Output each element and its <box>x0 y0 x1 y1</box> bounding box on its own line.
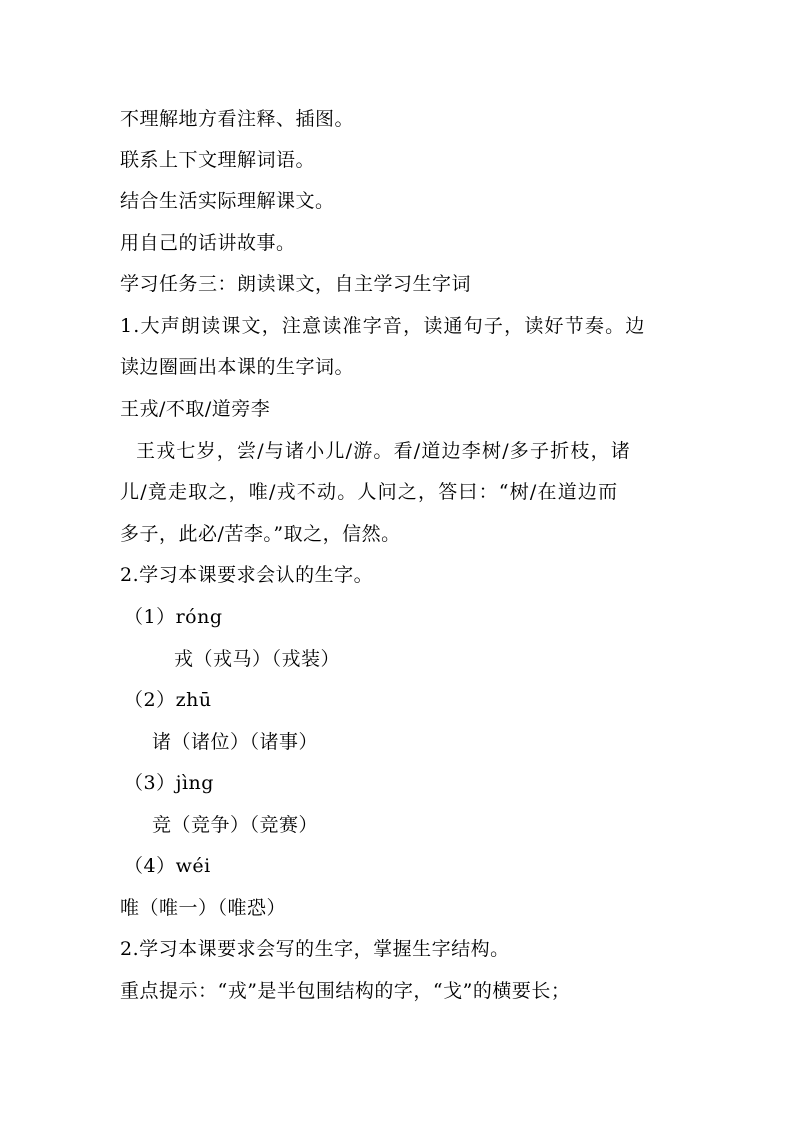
pinyin-item: （4）wéi <box>124 855 211 877</box>
character-words: 诸（诸位）（诸事） <box>152 731 319 753</box>
text-line: 重点提示：“戎”是半包围结构的字，“戈”的横要长； <box>120 980 571 1002</box>
character-words: 竞（竞争）（竞赛） <box>152 814 319 836</box>
text-line: 读边圈画出本课的生字词。 <box>120 356 355 378</box>
text-line: 结合生活实际理解课文。 <box>120 190 335 212</box>
poem-title: 王戎/不取/道旁李 <box>120 398 271 420</box>
text-line: 王戎七岁，尝/与诸小儿/游。看/道边李树/多子折枝，诸 <box>136 440 632 462</box>
character-words: 唯（唯一）（唯恐） <box>120 897 287 919</box>
pinyin-item: （3）jìng <box>124 772 214 794</box>
text-line: 用自己的话讲故事。 <box>120 232 296 254</box>
section-heading: 2.学习本课要求会写的生字，掌握生字结构。 <box>120 938 510 960</box>
text-line: 1.大声朗读课文，注意读准字音，读通句子，读好节奏。边 <box>120 315 646 337</box>
task-heading: 学习任务三：朗读课文，自主学习生字词 <box>120 273 472 295</box>
section-heading: 2.学习本课要求会认的生字。 <box>120 564 374 586</box>
pinyin-item: （2）zhū <box>124 689 212 711</box>
pinyin-item: （1）róng <box>124 606 223 628</box>
character-words: 戎（戎马）（戎装） <box>174 648 341 670</box>
text-line: 不理解地方看注释、插图。 <box>120 108 355 130</box>
text-line: 多子，此必/苦李。”取之，信然。 <box>120 523 401 545</box>
text-line: 儿/竟走取之，唯/戎不动。人问之，答曰：“树/在道边而 <box>120 481 619 503</box>
text-line: 联系上下文理解词语。 <box>120 149 316 171</box>
